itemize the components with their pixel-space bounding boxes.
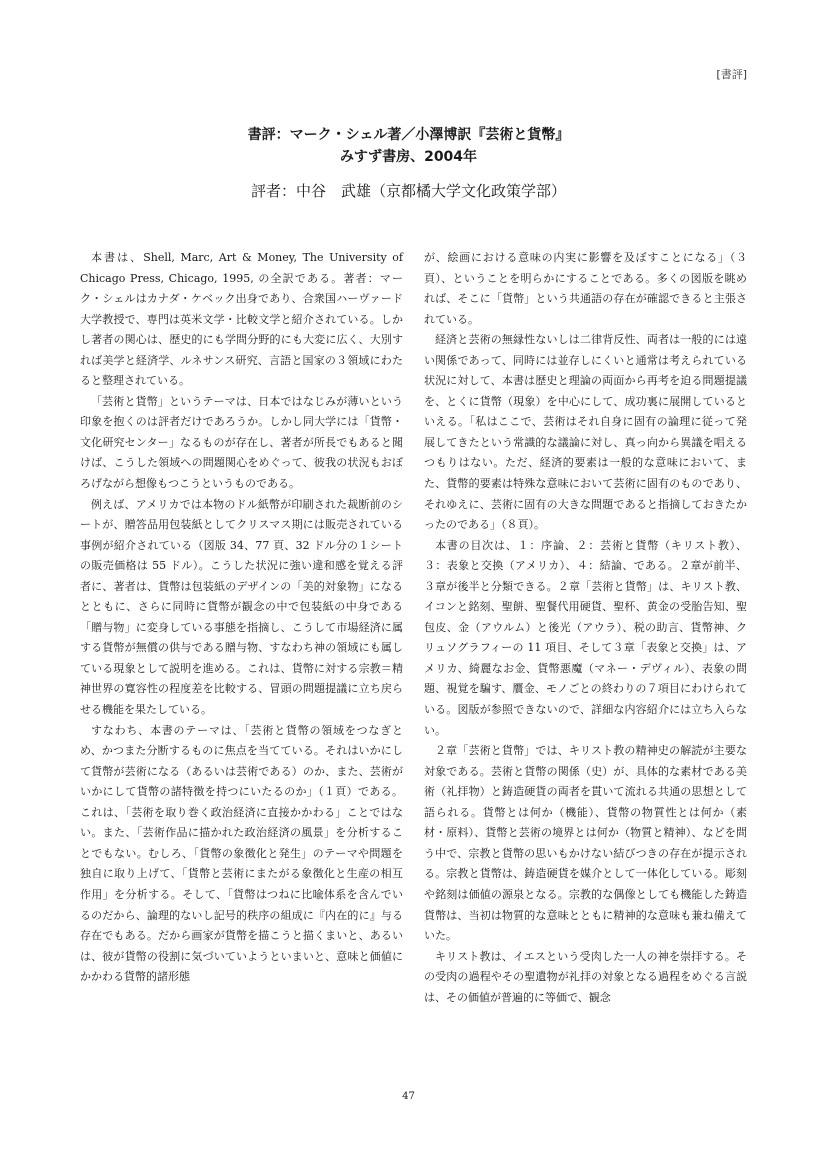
right-column: [424, 248, 747, 1008]
paragraph: 本書の目次は、１：序論、２：芸術と貨幣（キリスト教）、３：表象と交換（アメリカ）、４：結論、である。２章が前半、３章が後半と分類できる。２章「芸術と貨幣」は、キリスト教、イコンと銘刻、聖餅、聖餐代用硬貨、聖杯、黄金の受胎告知、聖包皮、金（アウルム）と後光（アウラ）、税の助言、貨幣神、クリュソグラフィーの 11 項目、そして３章「表象と交換」は、アメリカ、綺麗なお金、貨幣悪魔（マネー・デヴィル）、表象の問題、視覚を騙す、贋金、モノごとの終わりの７項目にわけられている。図版が参照できないので、詳細な内容紹介には立ち入らない。: [424, 538, 747, 737]
paragraph: ２章「芸術と貨幣」では、キリスト教の精神史の解読が主要な対象である。芸術と貨幣の関係（史）が、具体的な素材である美術（礼拝物）と鋳造硬貨の両者を貫いて流れる共通の思想として語られる。貨幣とは何か（機能）、貨幣の物質性とは何か（素材・原料）、貨幣と芸術の境界とは何か（物質と精神）、などを問う中で、宗教と貨幣の思いもかけない結びつきの存在が提示される。宗教と貨幣は、鋳造硬貨を媒介として一体化している。彫刻や銘刻は価値の源泉となる。宗教的な偶像としても機能した鋳造貨幣は、当初は物質的な意味とともに精神的な意味も兼ね備えていた。: [424, 744, 747, 943]
title-line-1: 書評：マーク・シェル著／小澤博訳『芸術と貨幣』: [247, 127, 570, 143]
paragraph: キリスト教は、イエスという受肉した一人の神を崇拝する。その受肉の過程やその聖遺物が礼拝の対象となる過程をめぐる言説は、その価値が普遍的に等価で、観念: [424, 949, 747, 1004]
section-tag: [書評]: [716, 68, 747, 81]
review-title: [0, 124, 817, 168]
page-number: 47: [402, 1091, 415, 1102]
paragraph: 例えば、アメリカでは本物のドル紙幣が印刷された裁断前のシートが、贈答品用包装紙としてクリスマス期には販売されている事例が紹介されている（図版 34、77 頁、32 ドル分の１シートの販売価格は 55 ドル）。こうした状況に強い違和感を覚える評者に、著者は、貨幣は包装紙のデザインの「美的対象物」になるとともに、さらに同時に貨幣が観念の中で包装紙の中身である「贈与物」に変身している事態を指摘し、こうして市場経済に属する貨幣が無償の供与である贈与物、すなわち神の領域にも属している現象として説明を進める。これは、貨幣に対する宗教＝精神世界の寛容性の程度差を比較する、冒頭の問題提議に立ち戻らせる機能を果たしている。: [80, 497, 403, 717]
paragraph: が、絵画における意味の内実に影響を及ぼすことになる」（３頁）、ということを明らかにすることである。多くの図版を眺めれば、そこに「貨幣」という共通語の存在が確認できると主張されている。: [424, 251, 747, 326]
title-line-2: みすず書房、2004年: [339, 149, 478, 165]
reviewer-line: 評者：中谷 武雄（京都橘大学文化政策学部）: [250, 182, 566, 200]
left-column: [80, 248, 403, 988]
paragraph: 本書は、Shell, Marc, Art & Money, The University of Chicago Press, Chicago, 1995, の全訳である。著者：マーク・シェルはカナダ・ケベック出身であり、合衆国ハーヴァード大学教授で、専門は英米文学・比較文学と紹介されている。しかし著者の関心は、歴史的にも学問分野的にも大変に広く、大別すれば美学と経済学、ルネサンス研究、言語と国家の３領域にわたると整理されている。: [80, 251, 403, 388]
paragraph: すなわち、本書のテーマは、「芸術と貨幣の領域をつなぎとめ、かつまた分断するものに焦点を当てている。それはいかにして貨幣が芸術になる（あるいは芸術である）のか、また、芸術がいかにして貨幣の諸特徴を持つにいたるのか」（１頁）である。これは、「芸術を取り巻く政治経済に直接かかわる」ことではない。また、「芸術作品に描かれた政治経済の風景」を分析することでもない。むしろ、「貨幣の象徴化と発生」のテーマや問題を独自に取り上げて、「貨幣と芸術にまたがる象徴化と生産の相互作用」を分析する。そして、「貨幣はつねに比喩体系を含んでいるのだから、論理的ないし記号的秩序の組成に『内在的に』与る存在でもある。だから画家が貨幣を描こうと描くまいと、あるいは、彼が貨幣の役割に気づいていようといまいと、意味と価値にかかわる貨幣的諸形態: [80, 723, 403, 984]
paragraph: 経済と芸術の無縁性ないしは二律背反性、両者は一般的には遠い関係であって、同時には並存しにくいと通常は考えられている状況に対して、本書は歴史と理論の両面から再考を迫る問題提議を、とくに貨幣（現象）を中心にして、成功裏に展開しているといえる。「私はここで、芸術はそれ自身に固有の論理に従って発展してきたという常識的な議論に対し、真っ向から異議を唱えるつもりはない。ただ、経済的要素は一般的な意味において、また、貨幣的要素は特殊な意味において芸術に固有のものであり、それゆえに、芸術に固有の大きな問題であると指摘しておきたかったのである」（８頁）。: [424, 333, 747, 532]
paragraph: 「芸術と貨幣」というテーマは、日本ではなじみが薄いという印象を抱くのは評者だけであろうか。しかし同大学には「貨幣・文化研究センター」なるものが存在し、著者が所長でもあると聞けば、こうした領域への問題関心をめぐって、彼我の状況もおぼろげながら想像もつこうというものである。: [80, 394, 403, 491]
